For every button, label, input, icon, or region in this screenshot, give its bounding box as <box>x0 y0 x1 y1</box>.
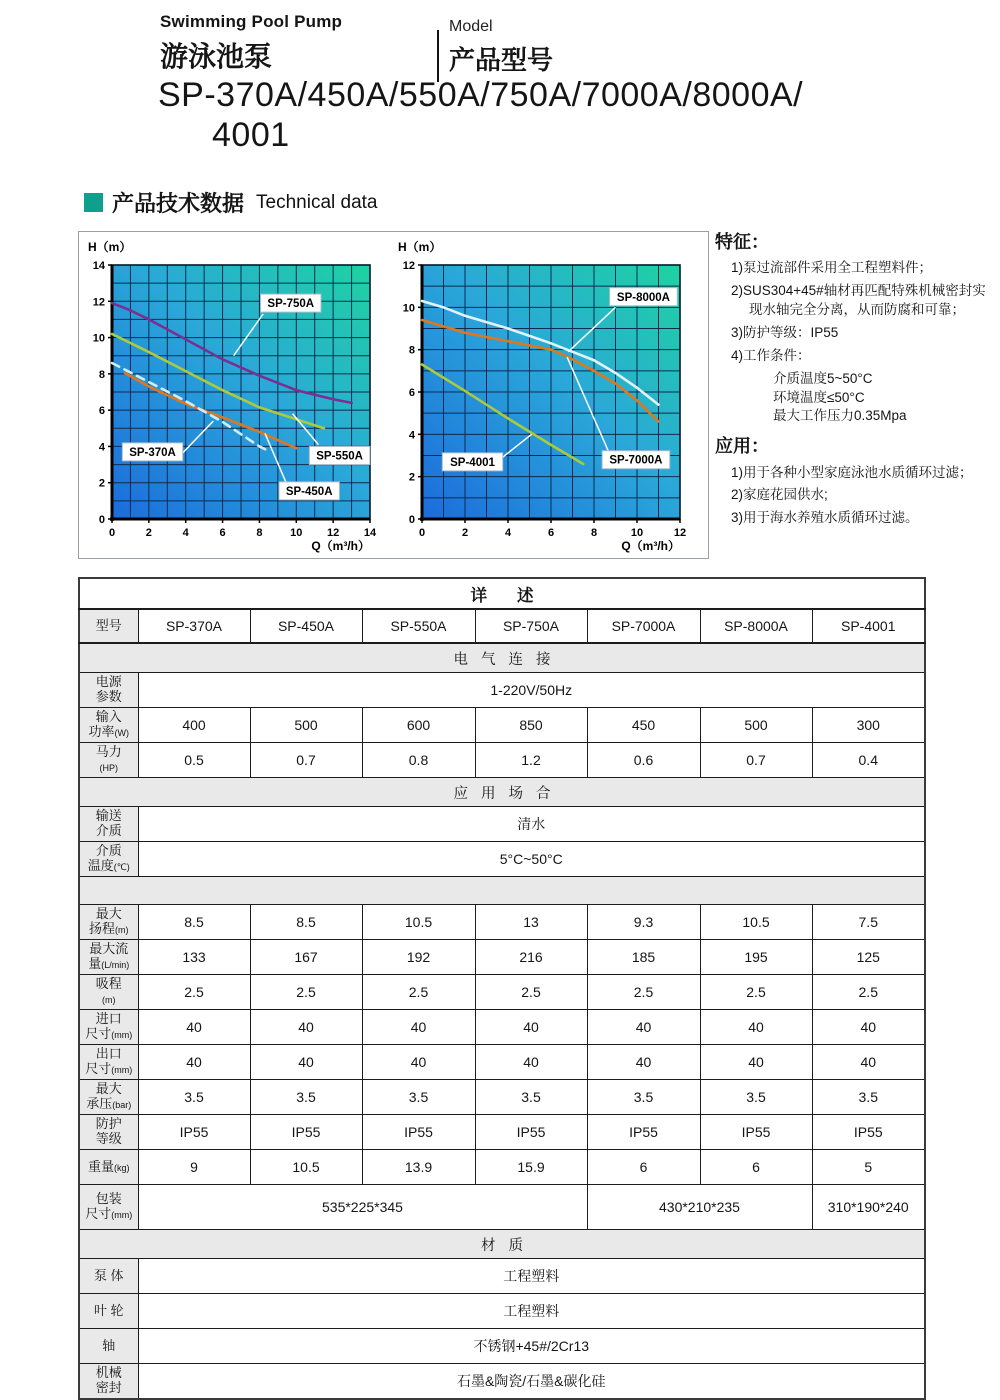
applications-heading: 应用： <box>715 436 769 457</box>
pump-curves-chart-left <box>84 235 384 553</box>
feature-item: 1)泵过流部件采用全工程塑料件； <box>731 260 933 276</box>
pump-performance-chart <box>84 235 384 553</box>
model-label-cn: 产品型号 <box>449 45 554 75</box>
row-label: 最大 承压(bar) <box>79 1080 138 1115</box>
svg-text:SP-750A: SP-750A <box>267 298 315 311</box>
spec-cell: 300 <box>812 708 925 743</box>
spec-cell: 40 <box>138 1010 250 1045</box>
spec-cell: 500 <box>250 708 362 743</box>
svg-text:4: 4 <box>182 527 189 539</box>
svg-text:12: 12 <box>402 260 415 272</box>
svg-text:12: 12 <box>673 527 687 539</box>
spec-cell: 6 <box>587 1150 700 1185</box>
svg-text:Q（m³/h）: Q（m³/h） <box>621 539 680 553</box>
table-row <box>79 1115 925 1150</box>
model-cell: SP-7000A <box>587 609 700 643</box>
table-row <box>79 1080 925 1115</box>
row-label: 电源 参数 <box>79 673 138 708</box>
table-row <box>79 1294 925 1329</box>
model-numbers-line2: 4001 <box>212 116 290 154</box>
spec-cell: 8.5 <box>138 905 250 940</box>
pump-performance-chart <box>394 235 694 553</box>
spec-cell: 8.5 <box>250 905 362 940</box>
model-label-en: Model <box>449 18 493 35</box>
row-label: 马力 (HP) <box>79 743 138 778</box>
svg-text:12: 12 <box>92 296 105 309</box>
table-row <box>79 842 925 877</box>
svg-text:0: 0 <box>108 527 116 539</box>
section-header-cell: 电气连接 <box>79 643 925 673</box>
table-row <box>79 1010 925 1045</box>
spec-cell: 5 <box>812 1150 925 1185</box>
spec-cell: 10.5 <box>250 1150 362 1185</box>
spec-cell: 192 <box>362 940 475 975</box>
row-label: 机械 密封 <box>79 1364 138 1400</box>
spec-cell: 0.6 <box>587 743 700 778</box>
svg-text:H（m）: H（m） <box>398 240 442 254</box>
svg-text:2: 2 <box>145 527 152 539</box>
table-row <box>79 807 925 842</box>
application-item: 3)用于海水养殖水质循环过滤。 <box>731 510 919 526</box>
svg-text:0: 0 <box>98 514 105 526</box>
table-row <box>79 1329 925 1364</box>
row-label: 叶 轮 <box>79 1294 138 1329</box>
svg-text:2: 2 <box>98 477 105 490</box>
row-label: 吸程 (m) <box>79 975 138 1010</box>
feature-item: 2)SUS304+45#轴材再匹配特殊机械密封实现水轴完全分离，从而防腐和可靠； <box>731 283 986 317</box>
spec-cell: IP55 <box>812 1115 925 1150</box>
svg-text:SP-4001: SP-4001 <box>450 456 495 469</box>
svg-text:10: 10 <box>290 527 303 539</box>
feature-item: 4)工作条件： <box>731 347 811 363</box>
spec-cell: 9.3 <box>587 905 700 940</box>
spec-cell: 2.5 <box>587 975 700 1010</box>
features-heading: 特征： <box>715 232 769 252</box>
table-row <box>79 778 925 807</box>
application-item: 2)家庭花园供水; <box>731 487 828 503</box>
svg-text:12: 12 <box>327 527 340 539</box>
model-cell: SP-750A <box>475 609 587 643</box>
product-name-en: Swimming Pool Pump <box>160 12 343 31</box>
spec-cell: 6 <box>700 1150 812 1185</box>
spec-cell: 600 <box>362 708 475 743</box>
svg-text:8: 8 <box>590 527 598 539</box>
spec-cell: 310*190*240 <box>812 1185 925 1230</box>
spec-cell: IP55 <box>250 1115 362 1150</box>
svg-text:2: 2 <box>408 471 415 484</box>
table-row <box>79 578 925 609</box>
charts-panel <box>78 231 709 559</box>
spec-cell: 40 <box>700 1010 812 1045</box>
model-cell: SP-4001 <box>812 609 925 643</box>
spec-cell: 2.5 <box>362 975 475 1010</box>
row-label: 介质 温度(℃) <box>79 842 138 877</box>
svg-text:SP-8000A: SP-8000A <box>616 291 670 304</box>
spec-cell: 40 <box>587 1010 700 1045</box>
table-row <box>79 673 925 708</box>
svg-text:0: 0 <box>408 514 415 526</box>
table-row <box>79 1185 925 1230</box>
table-row <box>79 743 925 778</box>
section-title <box>84 187 377 218</box>
spec-cell: 40 <box>812 1045 925 1080</box>
svg-text:8: 8 <box>408 344 415 357</box>
spec-cell: 40 <box>250 1010 362 1045</box>
spec-cell: 40 <box>362 1045 475 1080</box>
section-header-cell <box>79 877 925 905</box>
spec-cell: 2.5 <box>812 975 925 1010</box>
spec-cell: 3.5 <box>362 1080 475 1115</box>
table-row <box>79 708 925 743</box>
table-row <box>79 1150 925 1185</box>
spec-cell: 石墨&陶瓷/石墨&碳化硅 <box>138 1364 925 1400</box>
svg-text:2: 2 <box>461 527 469 539</box>
spec-cell: 850 <box>475 708 587 743</box>
spec-cell: IP55 <box>475 1115 587 1150</box>
svg-text:6: 6 <box>547 527 555 539</box>
spec-cell: 185 <box>587 940 700 975</box>
spec-cell: 不锈钢+45#/2Cr13 <box>138 1329 925 1364</box>
svg-text:14: 14 <box>363 527 377 539</box>
table-row <box>79 975 925 1010</box>
spec-table <box>78 577 924 1400</box>
svg-text:6: 6 <box>98 405 105 418</box>
section-header-cell: 材质 <box>79 1230 925 1259</box>
svg-text:4: 4 <box>504 527 512 539</box>
row-label: 出口 尺寸(mm) <box>79 1045 138 1080</box>
working-condition-item: 介质温度5~50°C <box>773 370 873 386</box>
spec-cell: 7.5 <box>812 905 925 940</box>
table-row <box>79 877 925 905</box>
spec-cell: 216 <box>475 940 587 975</box>
spec-cell: 3.5 <box>700 1080 812 1115</box>
spec-cell: IP55 <box>362 1115 475 1150</box>
feature-item: 3)防护等级：IP55 <box>731 324 839 340</box>
spec-cell: 430*210*235 <box>587 1185 812 1230</box>
row-label: 进口 尺寸(mm) <box>79 1010 138 1045</box>
svg-text:8: 8 <box>256 527 263 539</box>
spec-cell: 535*225*345 <box>138 1185 587 1230</box>
svg-text:8: 8 <box>98 368 105 381</box>
model-cell: SP-450A <box>250 609 362 643</box>
svg-text:SP-450A: SP-450A <box>285 485 333 498</box>
svg-text:4: 4 <box>98 441 105 454</box>
model-cell: SP-370A <box>138 609 250 643</box>
spec-cell: 3.5 <box>587 1080 700 1115</box>
spec-cell: 500 <box>700 708 812 743</box>
spec-cell: 工程塑料 <box>138 1259 925 1294</box>
spec-cell: 10.5 <box>362 905 475 940</box>
spec-cell: IP55 <box>700 1115 812 1150</box>
row-label: 防护 等级 <box>79 1115 138 1150</box>
svg-text:6: 6 <box>219 527 226 539</box>
working-condition-item: 环境温度≤50°C <box>773 389 865 405</box>
svg-text:Q（m³/h）: Q（m³/h） <box>311 539 370 553</box>
spec-cell: 2.5 <box>700 975 812 1010</box>
working-condition-item: 最大工作压力0.35Mpa <box>773 408 907 424</box>
spec-cell: 10.5 <box>700 905 812 940</box>
spec-cell: 1.2 <box>475 743 587 778</box>
spec-cell: 15.9 <box>475 1150 587 1185</box>
row-label: 输送 介质 <box>79 807 138 842</box>
spec-cell: 400 <box>138 708 250 743</box>
spec-cell: 0.8 <box>362 743 475 778</box>
spec-cell: 0.5 <box>138 743 250 778</box>
spec-cell: 0.4 <box>812 743 925 778</box>
spec-cell: 40 <box>475 1045 587 1080</box>
model-cell: SP-8000A <box>700 609 812 643</box>
svg-text:10: 10 <box>402 302 415 315</box>
svg-text:H（m）: H（m） <box>88 240 132 254</box>
svg-text:10: 10 <box>630 527 644 539</box>
spec-cell: 40 <box>475 1010 587 1045</box>
svg-text:0: 0 <box>418 527 426 539</box>
spec-cell: 2.5 <box>138 975 250 1010</box>
spec-cell: 40 <box>700 1045 812 1080</box>
spec-cell: 40 <box>250 1045 362 1080</box>
spec-cell: 3.5 <box>138 1080 250 1115</box>
row-label: 最大 扬程(m) <box>79 905 138 940</box>
spec-cell: 9 <box>138 1150 250 1185</box>
svg-text:4: 4 <box>408 429 415 442</box>
spec-cell: IP55 <box>587 1115 700 1150</box>
spec-cell: 3.5 <box>475 1080 587 1115</box>
row-label: 泵 体 <box>79 1259 138 1294</box>
spec-cell: 40 <box>138 1045 250 1080</box>
spec-cell: 2.5 <box>475 975 587 1010</box>
model-numbers-line1: SP-370A/450A/550A/750A/7000A/8000A/ <box>158 76 804 114</box>
spec-cell: 清水 <box>138 807 925 842</box>
svg-text:SP-7000A: SP-7000A <box>609 454 663 467</box>
spec-table-grid <box>78 577 926 1400</box>
row-label: 包装 尺寸(mm) <box>79 1185 138 1230</box>
table-row <box>79 905 925 940</box>
spec-cell: 工程塑料 <box>138 1294 925 1329</box>
spec-cell: 450 <box>587 708 700 743</box>
svg-text:SP-550A: SP-550A <box>316 450 363 463</box>
header-divider <box>437 30 439 82</box>
spec-cell: 1-220V/50Hz <box>138 673 925 708</box>
svg-text:SP-370A: SP-370A <box>129 446 176 459</box>
spec-cell: 195 <box>700 940 812 975</box>
product-name-cn: 游泳池泵 <box>160 41 273 72</box>
row-label: 最大流 量(L/min) <box>79 940 138 975</box>
svg-text:6: 6 <box>408 387 415 399</box>
row-label: 轴 <box>79 1329 138 1364</box>
features-panel <box>715 228 998 532</box>
spec-cell: 125 <box>812 940 925 975</box>
svg-text:10: 10 <box>92 332 105 345</box>
row-label: 重量(kg) <box>79 1150 138 1185</box>
pump-curves-chart-right <box>394 235 694 553</box>
model-cell: SP-550A <box>362 609 475 643</box>
spec-cell: 40 <box>587 1045 700 1080</box>
table-row <box>79 940 925 975</box>
spec-cell: 40 <box>812 1010 925 1045</box>
table-row <box>79 1045 925 1080</box>
table-row <box>79 609 925 643</box>
table-row <box>79 1364 925 1400</box>
spec-cell: 5°C~50°C <box>138 842 925 877</box>
section-title-cn: 产品技术数据 <box>112 191 245 216</box>
row-label: 输入 功率(W) <box>79 708 138 743</box>
spec-cell: 0.7 <box>250 743 362 778</box>
spec-cell: 167 <box>250 940 362 975</box>
svg-text:14: 14 <box>92 260 105 272</box>
spec-cell: 3.5 <box>812 1080 925 1115</box>
table-row <box>79 1259 925 1294</box>
table-row <box>79 1230 925 1259</box>
spec-cell: 0.7 <box>700 743 812 778</box>
section-accent-square-icon <box>84 193 103 212</box>
section-header-cell: 应用场合 <box>79 778 925 807</box>
application-item: 1)用于各种小型家庭泳池水质循环过滤； <box>731 464 973 480</box>
spec-cell: 2.5 <box>250 975 362 1010</box>
row-label: 型号 <box>79 609 138 643</box>
spec-cell: 13 <box>475 905 587 940</box>
section-title-en: Technical data <box>256 191 378 213</box>
table-title-cell: 详述 <box>79 578 925 609</box>
spec-cell: 133 <box>138 940 250 975</box>
spec-cell: 3.5 <box>250 1080 362 1115</box>
table-row <box>79 643 925 673</box>
spec-cell: 13.9 <box>362 1150 475 1185</box>
spec-cell: IP55 <box>138 1115 250 1150</box>
spec-cell: 40 <box>362 1010 475 1045</box>
